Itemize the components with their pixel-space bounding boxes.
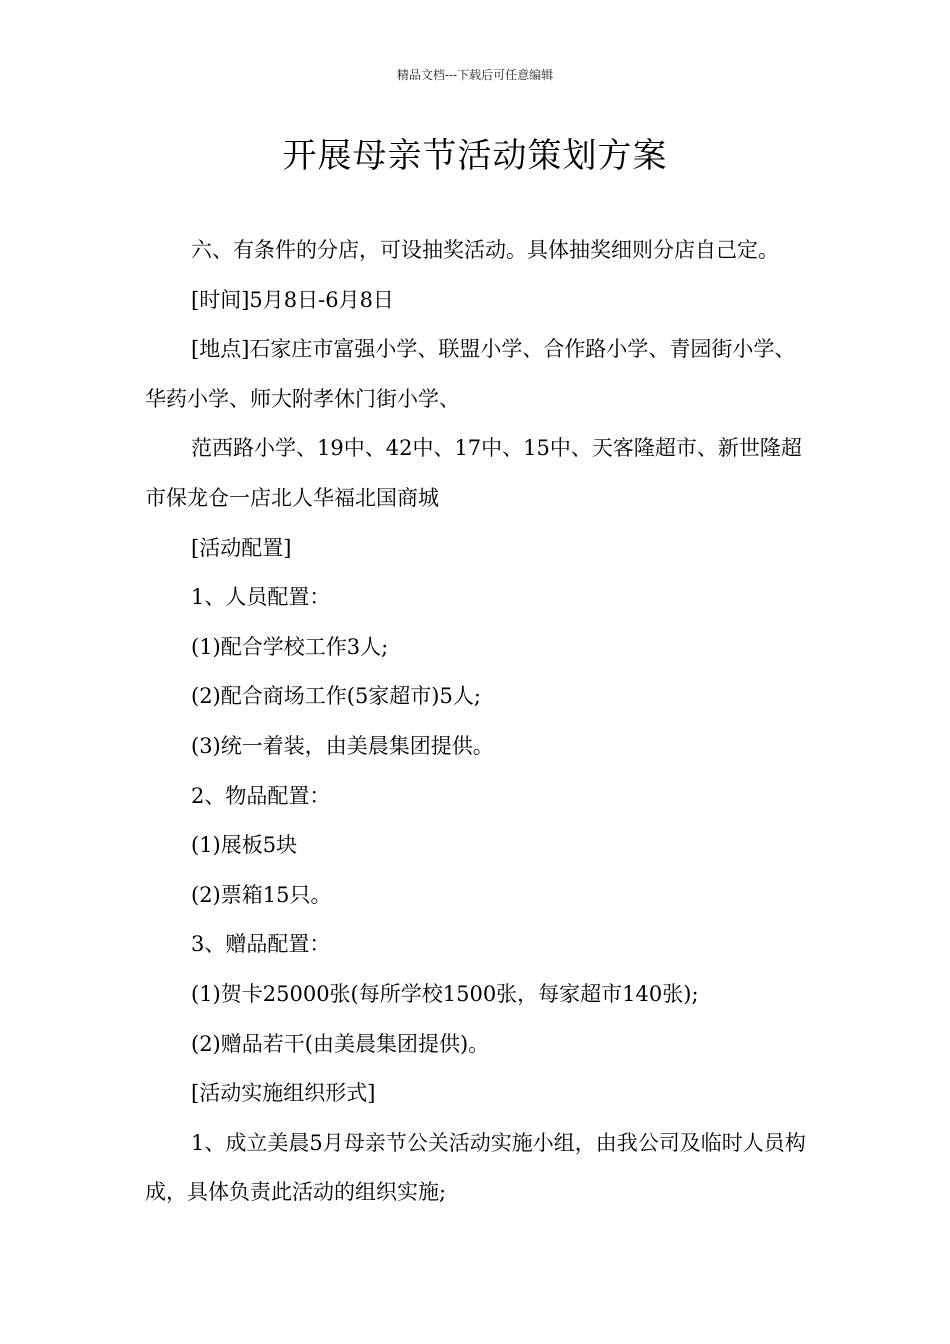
paragraph: 2、物品配置：	[191, 783, 331, 808]
document-body	[145, 226, 810, 1218]
paragraph: 1、成立美晨5月母亲节公关活动实施小组，由我公司及临时人员构成，具体负责此活动的组织实施;	[145, 1130, 806, 1205]
paragraph: (2)赠品若干(由美晨集团提供)。	[191, 1031, 490, 1056]
paragraph: (1)展板5块	[191, 833, 298, 858]
paragraph: (2)配合商场工作(5家超市)5人;	[191, 684, 481, 709]
page-header: 精品文档---下载后可任意编辑	[396, 68, 554, 82]
paragraph: 范西路小学、19中、42中、17中、15中、天客隆超市、新世隆超市保龙仓一店北人华福北国商城	[145, 436, 802, 510]
paragraph: [地点]石家庄市富强小学、联盟小学、合作路小学、青园街小学、华药小学、师大附孝休门街小学、	[145, 337, 796, 411]
paragraph: 六、有条件的分店，可设抽奖活动。具体抽奖细则分店自己定。	[191, 238, 779, 262]
paragraph: [时间]5月8日-6月8日	[191, 287, 394, 312]
paragraph: [活动配置]	[191, 535, 292, 560]
paragraph: (3)统一着装，由美晨集团提供。	[191, 733, 494, 758]
paragraph: 3、赠品配置：	[191, 932, 331, 957]
paragraph: [活动实施组织形式]	[191, 1081, 376, 1106]
paragraph: 1、人员配置：	[191, 585, 331, 610]
paragraph: (2)票箱15只。	[191, 882, 332, 907]
paragraph: (1)贺卡25000张(每所学校1500张，每家超市140张);	[191, 981, 699, 1006]
document-title: 开展母亲节活动策划方案	[282, 136, 668, 176]
paragraph: (1)配合学校工作3人;	[191, 634, 389, 659]
